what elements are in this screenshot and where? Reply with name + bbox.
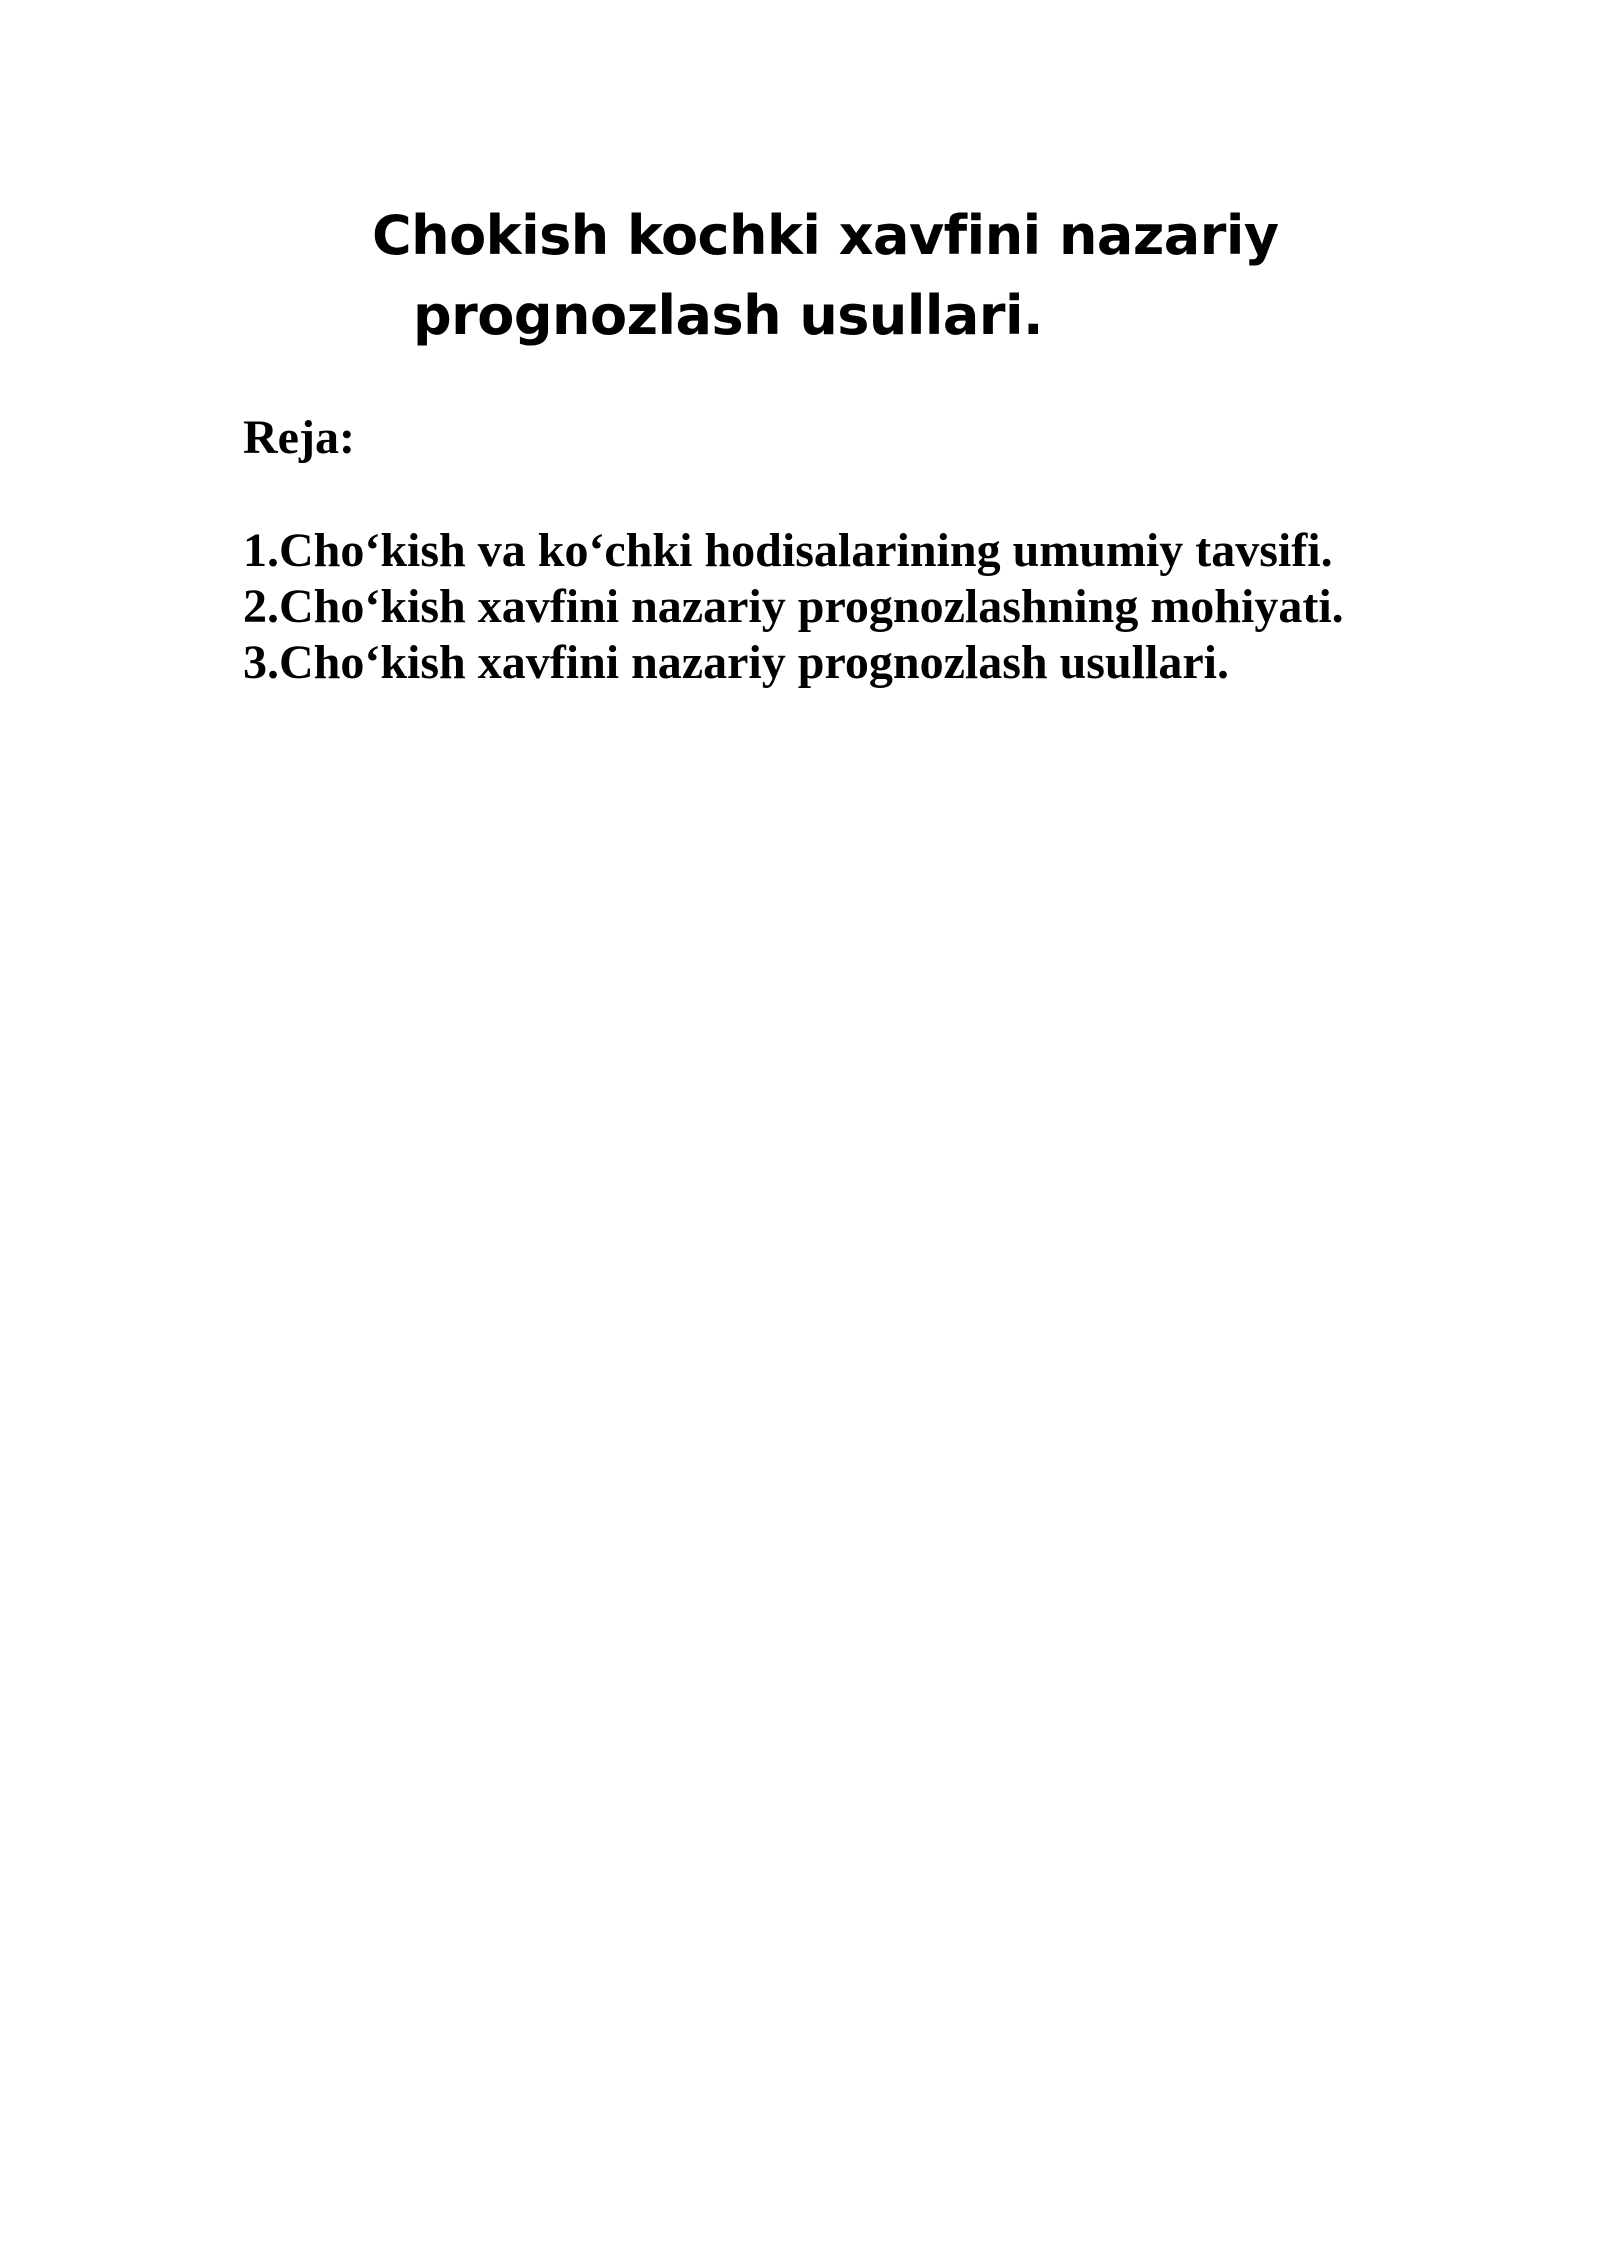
- plan-item-2: 2.Cho‘kish xavfini nazariy prognozlashning mohiyati.: [243, 580, 1344, 633]
- plan-item-1: 1.Cho‘kish va ko‘chki hodisalarining umumiy tavsifi.: [243, 524, 1333, 577]
- plan-list: [243, 523, 1344, 691]
- title-line-2: prognozlash usullari.: [413, 284, 1043, 347]
- title-line-1: Chokish kochki xavfini nazariy: [372, 204, 1279, 267]
- plan-heading: Reja:: [243, 411, 355, 464]
- plan-item-3: 3.Cho‘kish xavfini nazariy prognozlash usullari.: [243, 636, 1229, 689]
